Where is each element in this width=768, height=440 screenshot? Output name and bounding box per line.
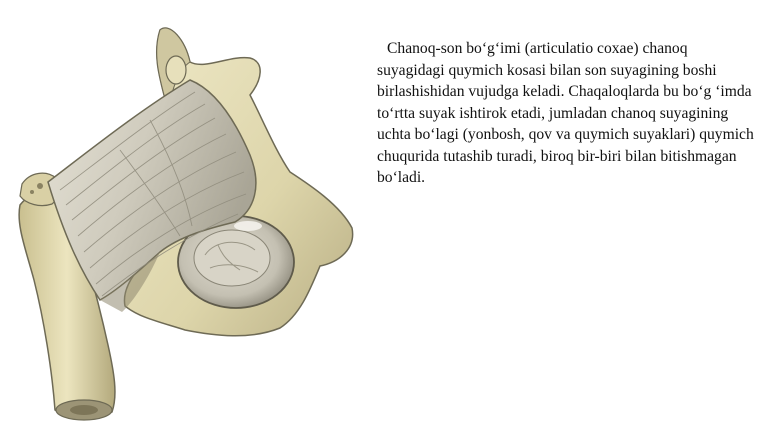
- hip-joint-illustration: [0, 0, 370, 440]
- socket-highlight: [234, 221, 262, 231]
- description-paragraph: Chanoq-son bo‘g‘imi (articulatio coxae) chanoq suyagidagi quymich kosasi bilan son suyagining boshi birlashishidan vujudga keladi. Chaqaloqlarda bu bo‘g ‘imda to‘rtta suyak ishtirok etadi, jumladan chanoq suyagining uchta bo‘lagi (yonbosh, qov va quymich suyaklari) quymich chuqurida tutashib turadi, biroq bir-biri bilan bitishmagan bo‘ladi.: [377, 40, 754, 186]
- iliac-spine: [166, 56, 186, 84]
- trochanter-pit: [37, 183, 43, 189]
- femur-marrow: [70, 405, 98, 415]
- trochanter-pit-2: [30, 190, 34, 194]
- acetabulum-fossa: [194, 230, 270, 286]
